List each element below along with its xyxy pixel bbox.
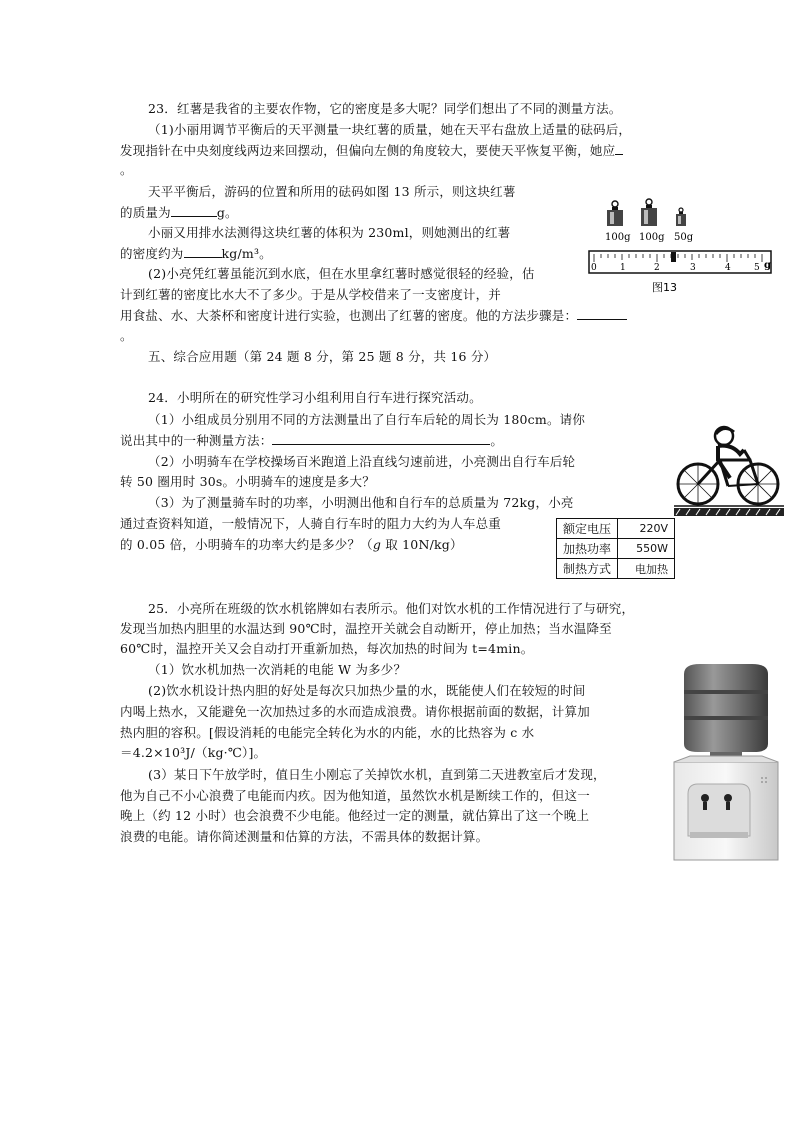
figure-13	[586, 196, 776, 296]
q24-line-5: 转 50 圈用时 30s。小明骑车的速度是多大？	[120, 474, 375, 489]
q23-line-10: 计到红薯的密度比水大不了多少。于是从学校借来了一支密度计，并	[120, 287, 502, 302]
table-cell-value: 220V	[618, 519, 675, 539]
dispenser-nameplate-table	[556, 518, 675, 579]
figure-caption: 图13	[652, 281, 677, 294]
q23-line-7: 小丽又用排水法测得这块红薯的体积为 230ml，则她测出的红薯	[148, 225, 511, 240]
q24-line-1: 24．小明所在的研究性学习小组利用自行车进行探究活动。	[148, 390, 482, 405]
table-cell-label: 制热方式	[557, 559, 618, 579]
q24-line-4: （2）小明骑车在学校操场百米跑道上沿直线匀速前进，小亮测出自行车后轮	[148, 454, 576, 469]
table-cell-label: 额定电压	[557, 519, 618, 539]
q25-line-4: （1）饮水机加热一次消耗的电能 W 为多少？	[148, 662, 407, 677]
q25-line-1: 25．小亮所在班级的饮水机铭牌如右表所示。他们对饮水机的工作情况进行了与研究，	[148, 601, 635, 616]
rider-scale	[589, 251, 771, 273]
table-cell-value: 550W	[618, 539, 675, 559]
weight-100g-icon	[641, 199, 657, 226]
q23-density-blank[interactable]	[184, 245, 222, 258]
q25-line-5: (2)饮水机设计热内胆的好处是每次只加热少量的水，既能使人们在较短的时间	[148, 683, 586, 698]
q25-line-9: (3）某日下午放学时，值日生小刚忘了关掉饮水机，直到第二天进教室后才发现，	[148, 767, 606, 782]
q25-line-11: 晚上（约 12 小时）也会浪费不少电能。他经过一定的测量，就估算出了这一个晚上	[120, 808, 590, 823]
q24-line-3: 说出其中的一种测量方法： 。	[120, 433, 504, 448]
q23-line-8: 的密度约为 kg/m³。	[120, 246, 272, 261]
weight-label: 50g	[674, 232, 694, 243]
scale-tick-label: 5	[754, 263, 760, 273]
table-row	[557, 519, 675, 539]
bicycle-rider-icon	[674, 420, 784, 520]
weight-label: 100g	[639, 232, 665, 243]
q23-line-1: 23．红薯是我省的主要农作物，它的密度是多大呢？同学们想出了不同的测量方法。	[148, 101, 622, 116]
q25-line-6: 内喝上热水，又能避免一次加热过多的水而造成浪费。请你根据前面的数据，计算加	[120, 704, 590, 719]
table-cell-value: 电加热	[618, 559, 675, 579]
q25-line-8: ＝4.2×10³J/（kg·℃）]。	[120, 745, 267, 760]
q23-line-3: 发现指针在中央刻度线两边来回摆动，但偏向左侧的角度较大，要使天平恢复平衡，她应	[120, 142, 623, 159]
q23-line-5: 天平平衡后，游码的位置和所用的砝码如图 13 所示，则这块红薯	[148, 184, 516, 199]
q23-method-blank[interactable]	[577, 307, 627, 320]
scale-tick-label: 2	[654, 263, 660, 273]
q25-line-12: 浪费的电能。请你简述测量和估算的方法，不需具体的数据计算。	[120, 829, 489, 844]
water-dispenser-illustration	[670, 660, 782, 866]
q23-line-9: (2)小亮凭红薯虽能沉到水底，但在水里拿红薯时感觉很轻的经验，估	[148, 266, 535, 281]
table-row	[557, 539, 675, 559]
q25-line-2: 发现当加热内胆里的水温达到 90℃时，温控开关就会自动断开，停止加热；当水温降至	[120, 621, 612, 636]
table-cell-label: 加热功率	[557, 539, 618, 559]
section-5-heading: 五、综合应用题（第 24 题 8 分，第 25 题 8 分，共 16 分）	[148, 349, 497, 364]
q25-line-7: 热内胆的容积。[假设消耗的电能完全转化为水的内能，水的比热容为 c 水	[120, 725, 535, 740]
weight-50g-icon	[676, 208, 686, 226]
q24-line-7: 通过查资料知道，一般情况下，人骑自行车时的阻力大约为人车总重	[120, 516, 502, 531]
scale-tick-label: 3	[690, 263, 696, 273]
scale-ticks	[594, 254, 762, 262]
scale-tick-label: 4	[725, 263, 731, 273]
q23-line-6: 的质量为 g。	[120, 205, 238, 220]
q25-line-3: 60℃时，温控开关又会自动打开重新加热，每次加热的时间为 t=4min。	[120, 641, 534, 656]
weight-100g-icon	[607, 201, 623, 226]
balance-weights-diagram	[586, 196, 776, 296]
q23-line-12: 。	[120, 328, 133, 343]
q24-method-blank[interactable]	[272, 432, 490, 445]
q23-line-11: 用食盐、水、大茶杯和密度计进行实验，也测出了红薯的密度。他的方法步骤是：	[120, 307, 627, 324]
scale-tick-label: 1	[620, 263, 626, 273]
q24-line-8: 的 0.05 倍，小明骑车的功率大约是多少？（g 取 10N/kg）	[120, 537, 463, 552]
water-dispenser-icon	[670, 660, 782, 866]
q23-answer-blank-1[interactable]	[615, 142, 623, 155]
q24-line-2: （1）小组成员分别用不同的方法测量出了自行车后轮的周长为 180cm。请你	[148, 412, 586, 427]
q25-line-10: 他为自己不小心浪费了电能而内疚。因为他知道，虽然饮水机是断续工作的，但这一	[120, 788, 590, 803]
q24-line-6: （3）为了测量骑车时的功率，小明测出他和自行车的总质量为 72kg，小亮	[148, 495, 574, 510]
q23-mass-blank[interactable]	[171, 204, 217, 217]
table-row	[557, 559, 675, 579]
cyclist-illustration	[674, 420, 784, 520]
q23-line-2: （1)小丽用调节平衡后的天平测量一块红薯的质量，她在天平右盘放上适量的砝码后，	[148, 122, 632, 137]
q23-line-4: 。	[120, 162, 133, 177]
scale-tick-label: 0	[591, 263, 597, 273]
rider-marker	[671, 252, 676, 262]
weight-label: 100g	[605, 232, 631, 243]
scale-unit: g	[764, 260, 771, 271]
